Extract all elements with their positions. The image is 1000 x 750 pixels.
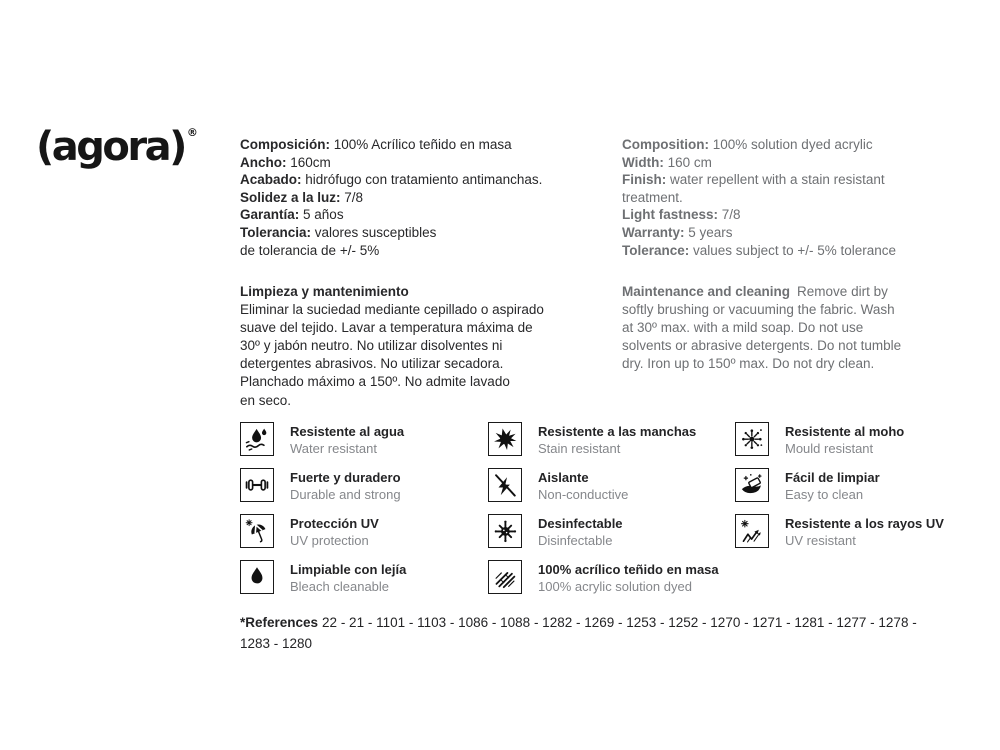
feature-label-en: Non-conductive [538,486,629,502]
feature-label-es: Limpiable con lejía [290,562,407,577]
feature-label-es: Fácil de limpiar [785,470,880,485]
references-label: *References [240,615,319,630]
spec-line [622,154,896,172]
sun-reflect-icon [739,518,765,544]
spec-label: Width: [622,154,668,170]
water-resistant-icon [244,426,270,452]
spec-line [622,224,896,242]
feature-durable [240,468,401,503]
spec-label: Tolerance: [622,242,694,258]
drop-icon [244,564,270,590]
feature-stain-resistant [488,422,696,457]
wiping-hand-icon [739,472,765,498]
spec-line [622,206,896,224]
feature-icon-box [240,468,274,502]
feature-water-resistant [240,422,404,457]
sun-umbrella-icon [244,518,270,544]
feature-label-es: Resistente al agua [290,424,405,439]
dumbbell-icon [244,472,270,498]
mould-spore-icon [739,426,765,452]
feature-label-en: Mould resistant [785,440,874,456]
feature-icon-box [735,468,769,502]
feature-label-en: 100% acrylic solution dyed [538,578,692,594]
maintenance-line: dry. Iron up to 150º max. Do not dry clean. [622,356,875,372]
spec-value: 7/8 [344,189,364,205]
spec-line [622,136,896,154]
feature-bleach-cleanable [240,560,406,595]
specs-english [622,136,896,259]
feature-uv-resistant [735,514,944,549]
feature-label-es: Resistente a las manchas [538,424,697,439]
spec-line [622,171,896,189]
maintenance-line: softly brushing or vacuuming the fabric. Wash [622,302,895,318]
spec-line [622,189,896,207]
spec-label: Ancho: [240,154,291,170]
maintenance-line: 30º y jabón neutro. No utilizar disolventes ni [240,338,503,354]
spec-label: Solidez a la luz: [240,189,345,205]
feature-uv-protection [240,514,379,549]
brand-logo [36,124,196,170]
spec-value: 5 years [688,224,733,240]
feature-disinfectable [488,514,623,549]
feature-label-es: Aislante [538,470,589,485]
spec-value: valores susceptibles [314,224,437,240]
maintenance-line: detergentes abrasivos. No utilizar secadora. [240,356,504,372]
feature-label-en: Durable and strong [290,486,401,502]
maintenance-heading: Maintenance and cleaning [622,284,791,299]
references-line: 1283 - 1280 [240,636,313,651]
spec-value: 5 años [303,207,344,223]
feature-icon-box [240,560,274,594]
references [240,612,970,654]
feature-label-en: Water resistant [290,440,377,456]
maintenance-line: solvents or abrasive detergents. Do not tumble [622,338,902,354]
feature-icon-box [735,422,769,456]
spec-value: 160cm [290,154,331,170]
spec-label: Acabado: [240,172,306,188]
maintenance-line: Eliminar la suciedad mediante cepillado o aspirado [240,302,544,318]
feature-non-conductive [488,468,628,503]
spec-label: Composición: [240,137,334,152]
spec-label: Garantía: [240,207,304,223]
spec-value: de tolerancia de +/- 5% [240,242,380,258]
feature-label-en: Disinfectable [538,532,613,548]
references-line [240,612,970,633]
spec-value: 100% solution dyed acrylic [712,137,873,152]
spec-value: values subject to +/- 5% tolerance [693,242,897,258]
spec-value: water repellent with a stain resistant [670,172,885,188]
spec-value: 100% Acrílico teñido en masa [333,137,512,152]
feature-icon-box [488,468,522,502]
feature-icon-box [240,514,274,548]
maintenance-heading-line: Maintenance and cleaning Remove dirt by [622,284,888,299]
stain-splat-icon [492,426,518,452]
feature-label-en: UV protection [290,532,369,548]
crossed-lightning-icon [492,472,518,498]
spec-line [622,242,896,260]
feature-label-es: Desinfectable [538,516,623,531]
registered-trademark-symbol: ® [186,126,198,139]
maintenance-line: suave del tejido. Lavar a temperatura máxima de [240,320,533,336]
spec-label: Finish: [622,172,670,188]
spec-value: 7/8 [721,207,741,223]
spec-line [240,206,542,224]
feature-solution-dyed-acrylic [488,560,719,595]
feature-icon-box [735,514,769,548]
feature-easy-to-clean [735,468,880,503]
feature-label-en: Bleach cleanable [290,578,390,594]
maintenance-english [622,283,901,373]
feature-label-es: Fuerte y duradero [290,470,401,485]
spec-line [240,154,542,172]
spec-line [240,136,542,154]
feature-mould-resistant [735,422,904,457]
maintenance-line: Planchado máximo a 150º. No admite lavado [240,374,510,390]
spec-value: treatment. [622,189,683,205]
feature-label-es: 100% acrílico teñido en masa [538,562,719,577]
spec-label: Light fastness: [622,207,722,223]
feature-icon-box [488,560,522,594]
spec-line [240,242,542,260]
feature-icon-box [488,514,522,548]
spec-label: Composition: [622,137,713,152]
specs-spanish [240,136,542,259]
feature-icon-box [488,422,522,456]
feature-label-es: Resistente al moho [785,424,905,439]
feature-label-en: Easy to clean [785,486,864,502]
spec-value: hidrófugo con tratamiento antimanchas. [305,172,543,188]
spec-line [240,171,542,189]
maintenance-line: en seco. [240,392,292,408]
germ-icon [492,518,518,544]
brand-logo-text: (agora) [36,124,185,170]
maintenance-heading: Limpieza y mantenimiento [240,284,409,299]
spec-label: Warranty: [622,224,689,240]
spec-label: Tolerancia: [240,224,315,240]
spec-value: 160 cm [667,154,712,170]
fiber-strands-icon [492,564,518,590]
spec-line [240,224,542,242]
maintenance-spanish [240,283,544,410]
spec-line [240,189,542,207]
feature-label-es: Resistente a los rayos UV [785,516,944,531]
feature-icon-box [240,422,274,456]
maintenance-line: at 30º max. with a mild soap. Do not use [622,320,864,336]
feature-label-en: UV resistant [785,532,856,548]
feature-label-es: Protección UV [290,516,379,531]
feature-label-en: Stain resistant [538,440,621,456]
references-numbers: 22 - 21 - 1101 - 1103 - 1086 - 1088 - 1282 - 1269 - 1253 - 1252 - 1270 - 1271 - 1281 - 1277 - 1278 - [322,615,917,630]
